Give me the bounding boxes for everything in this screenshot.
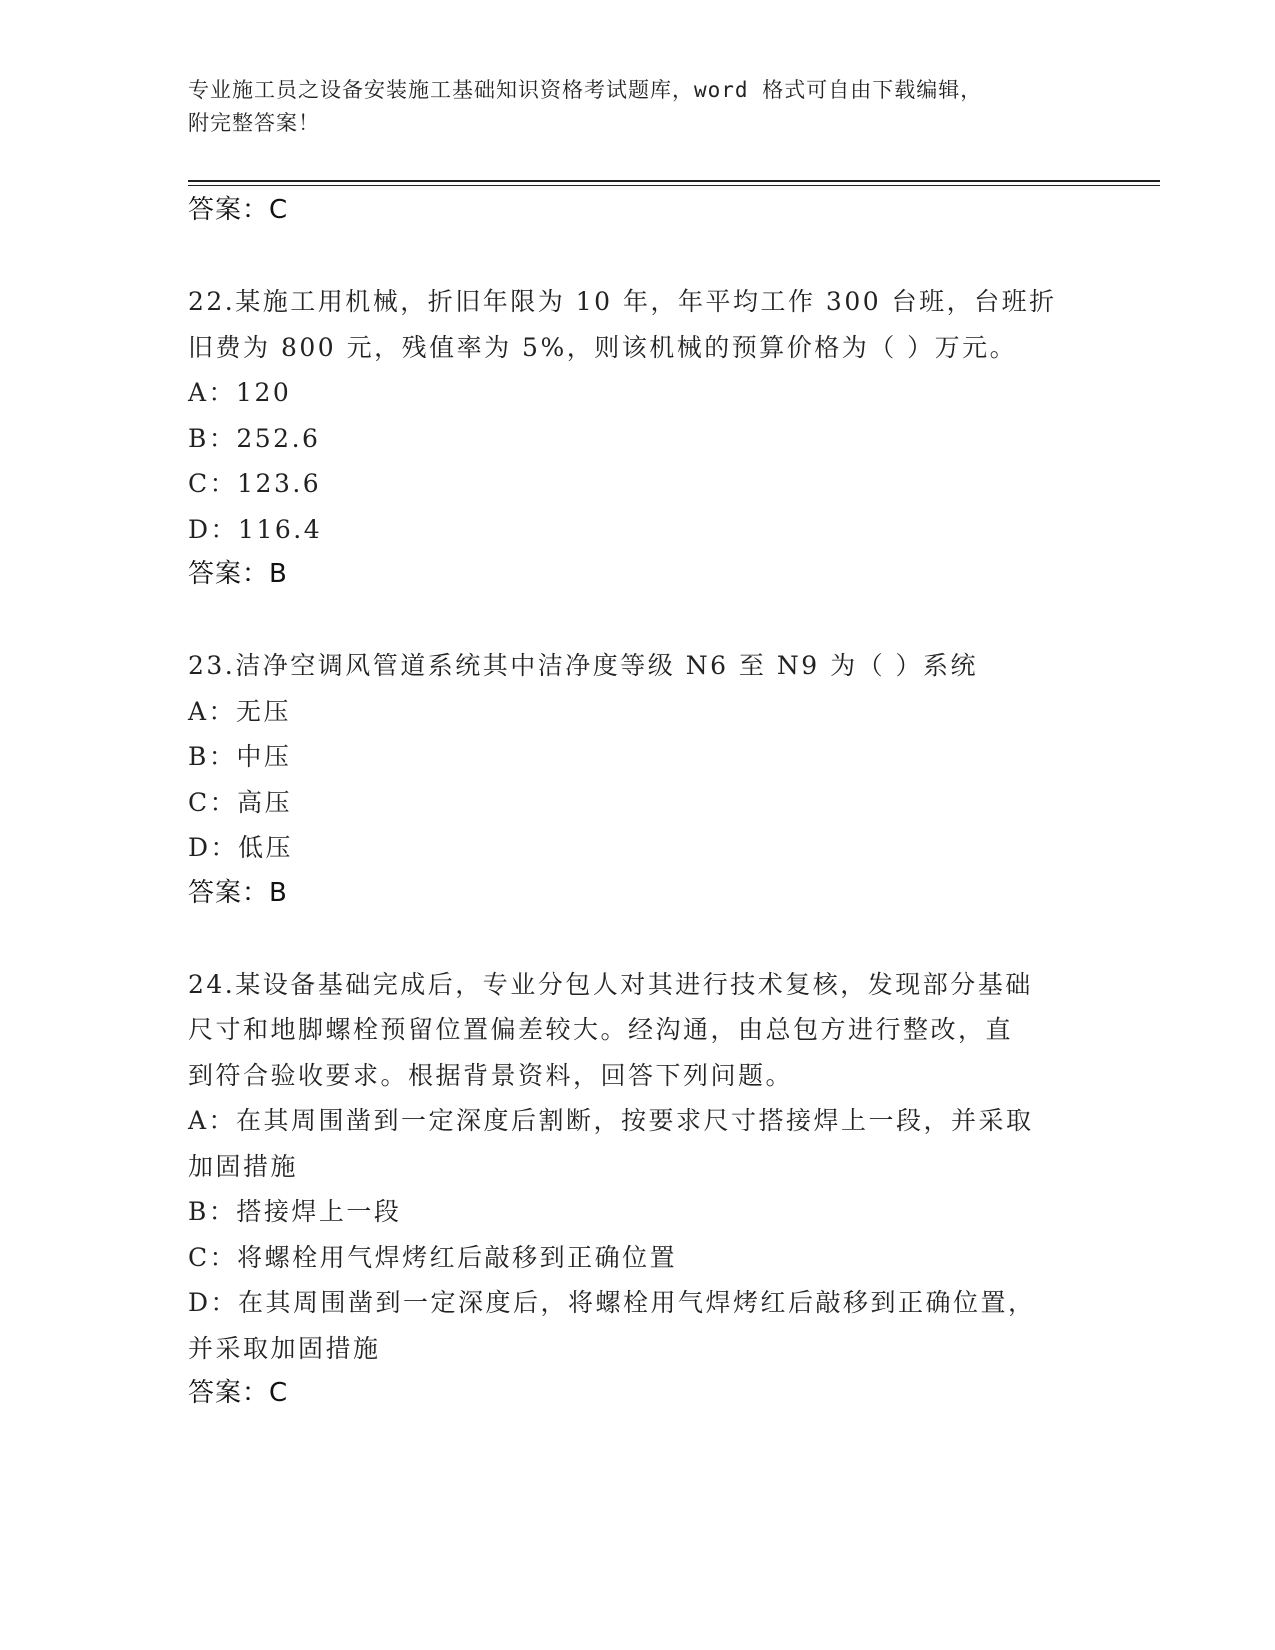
option-b: B：中压: [188, 742, 292, 771]
question-spacer: [188, 233, 1088, 279]
option-a-continued: 加固措施: [188, 1151, 299, 1181]
question-text-line: 旧费为 800 元，残值率为 5%，则该机械的预算价格为（ ）万元。: [188, 332, 1018, 362]
header-divider-thin: [188, 185, 1160, 186]
header-divider-thick: [188, 180, 1160, 182]
question-text-line: 22.某施工用机械，折旧年限为 10 年，年平均工作 300 台班，台班折: [188, 287, 1057, 316]
answer-line: 答案：C: [188, 1378, 289, 1408]
option-d: D：在其周围凿到一定深度后，将螺栓用气焊烤红后敲移到正确位置，: [188, 1288, 1036, 1317]
question-text-line: 23.洁净空调风管道系统其中洁净度等级 N6 至 N9 为（ ）系统: [188, 651, 979, 680]
answer-line: 答案：B: [188, 877, 288, 908]
question-text-line: 尺寸和地脚螺栓预留位置偏差较大。经沟通，由总包方进行整改，直: [188, 1015, 1014, 1044]
header-line-1: 专业施工员之设备安装施工基础知识资格考试题库，word 格式可自由下载编辑，: [188, 78, 983, 102]
option-a: A：120: [188, 378, 292, 407]
previous-answer: 答案：C: [188, 195, 289, 225]
option-c: C：123.6: [188, 469, 322, 498]
option-d: D：116.4: [188, 514, 323, 544]
question-list: [188, 188, 1088, 1416]
option-b: B：搭接焊上一段: [188, 1197, 402, 1226]
option-c: C：将螺栓用气焊烤红后敲移到正确位置: [188, 1242, 678, 1272]
option-a: A：在其周围凿到一定深度后割断，按要求尺寸搭接焊上一段，并采取: [188, 1106, 1034, 1135]
option-d: D：低压: [188, 833, 294, 862]
question-spacer: [188, 597, 1088, 643]
option-c: C：高压: [188, 787, 293, 817]
answer-line: 答案：B: [188, 559, 288, 589]
header-line-2: 附完整答案！: [188, 111, 320, 135]
question-23: [188, 643, 1088, 916]
question-text-line: 24.某设备基础完成后，专业分包人对其进行技术复核，发现部分基础: [188, 969, 1033, 999]
option-b: B：252.6: [188, 423, 321, 453]
question-22: [188, 279, 1088, 597]
document-header: [188, 74, 1088, 140]
option-d-continued: 并采取加固措施: [188, 1333, 381, 1363]
question-24: [188, 962, 1088, 1417]
option-a: A：无压: [188, 696, 292, 726]
question-spacer: [188, 916, 1088, 962]
question-text-line: 到符合验收要求。根据背景资料，回答下列问题。: [188, 1060, 794, 1090]
